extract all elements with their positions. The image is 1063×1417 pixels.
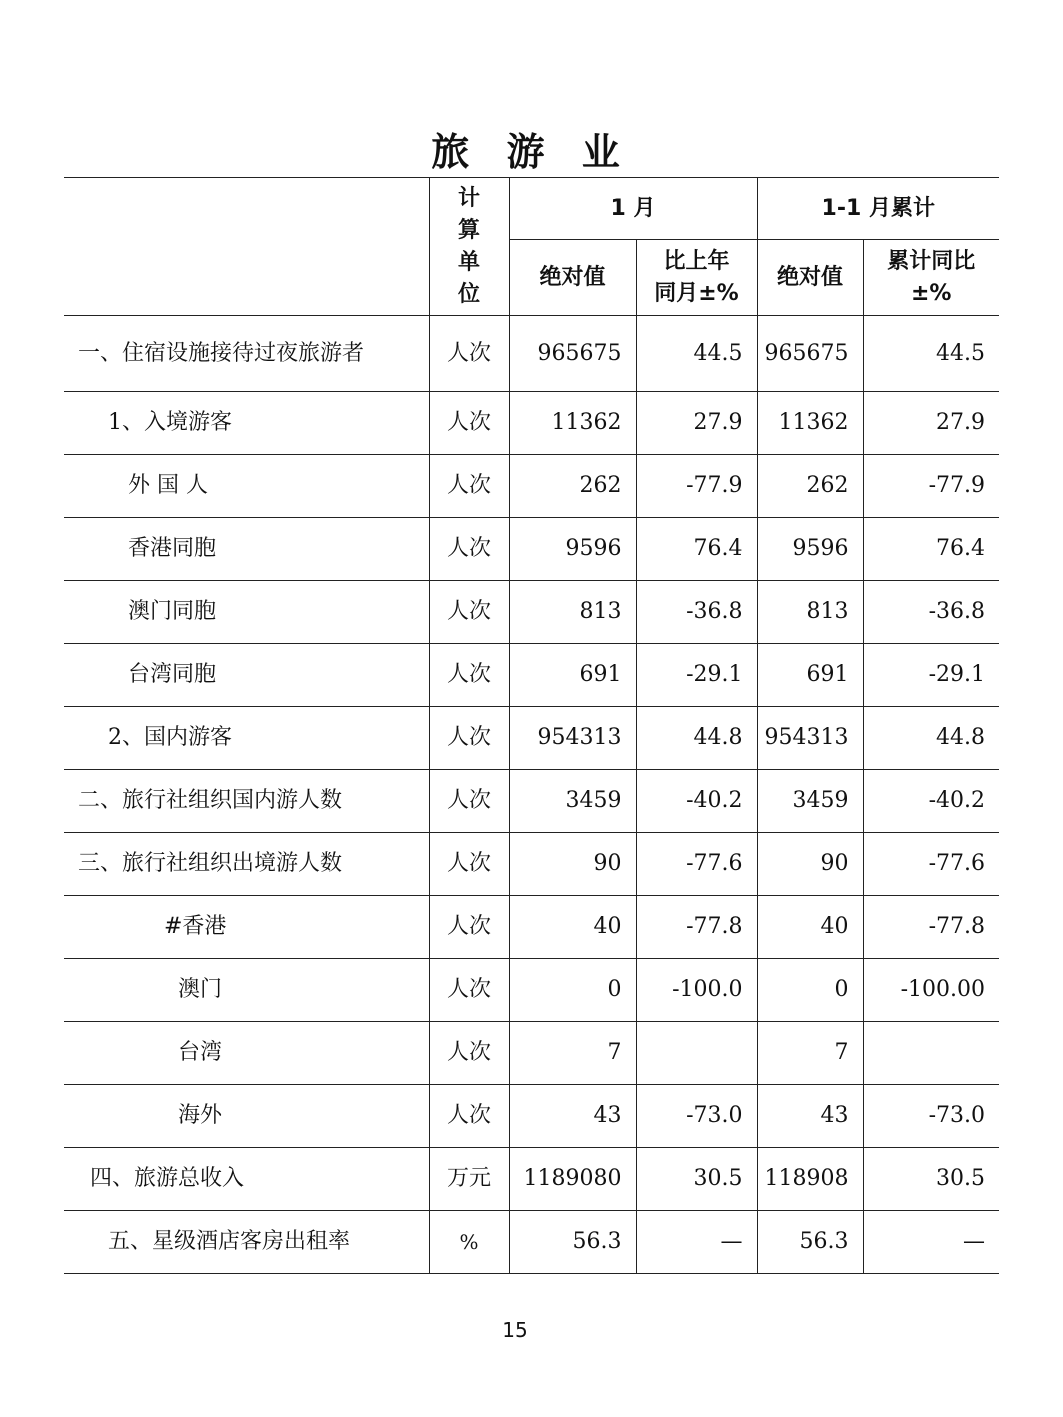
row-unit: 人次 [429, 581, 509, 644]
row-month-pct: -73.0 [636, 1085, 757, 1148]
row-cum-abs: 965675 [757, 316, 863, 392]
page-title: 旅 游 业 [431, 130, 632, 174]
row-label: 一、住宿设施接待过夜旅游者 [64, 316, 429, 392]
row-month-abs: 954313 [509, 707, 636, 770]
row-cum-abs: 3459 [757, 770, 863, 833]
row-month-abs: 813 [509, 581, 636, 644]
table-row [64, 770, 999, 833]
row-label: 四、旅游总收入 [64, 1148, 429, 1211]
row-cum-abs: 7 [757, 1022, 863, 1085]
row-label: 澳门 [64, 959, 429, 1022]
row-cum-pct: — [863, 1211, 999, 1274]
row-month-abs: 1189080 [509, 1148, 636, 1211]
row-month-pct: 76.4 [636, 518, 757, 581]
header-row-1 [64, 178, 999, 240]
row-cum-abs: 691 [757, 644, 863, 707]
row-month-abs: 11362 [509, 392, 636, 455]
row-unit: 人次 [429, 392, 509, 455]
row-unit: 人次 [429, 455, 509, 518]
row-month-pct: -77.8 [636, 896, 757, 959]
row-label: 澳门同胞 [64, 581, 429, 644]
table-row [64, 959, 999, 1022]
header-yoy-month: 比上年 同月±% [636, 240, 757, 316]
row-unit: 人次 [429, 770, 509, 833]
row-cum-pct: -77.8 [863, 896, 999, 959]
row-cum-abs: 262 [757, 455, 863, 518]
row-month-pct: -77.6 [636, 833, 757, 896]
row-month-pct: -100.0 [636, 959, 757, 1022]
row-month-abs: 691 [509, 644, 636, 707]
row-label: 海外 [64, 1085, 429, 1148]
table-row [64, 1085, 999, 1148]
row-label: 2、国内游客 [64, 707, 429, 770]
row-label: 1、入境游客 [64, 392, 429, 455]
row-cum-pct: 30.5 [863, 1148, 999, 1211]
row-month-pct: -36.8 [636, 581, 757, 644]
row-month-abs: 9596 [509, 518, 636, 581]
table-row [64, 1022, 999, 1085]
header-month: 1 月 [509, 178, 757, 240]
table-row [64, 581, 999, 644]
row-cum-pct: 44.5 [863, 316, 999, 392]
row-unit: 人次 [429, 1085, 509, 1148]
row-month-abs: 56.3 [509, 1211, 636, 1274]
header-unit-text: 计 算 单 位 [457, 185, 480, 307]
row-label: 外 国 人 [64, 455, 429, 518]
header-blank-cell [64, 178, 429, 316]
row-cum-pct: -40.2 [863, 770, 999, 833]
row-cum-abs: 11362 [757, 392, 863, 455]
row-month-pct: 44.8 [636, 707, 757, 770]
row-unit: 人次 [429, 896, 509, 959]
row-cum-pct: -77.9 [863, 455, 999, 518]
row-unit: 万元 [429, 1148, 509, 1211]
table-row [64, 455, 999, 518]
row-month-abs: 3459 [509, 770, 636, 833]
row-unit: 人次 [429, 316, 509, 392]
row-cum-abs: 43 [757, 1085, 863, 1148]
row-cum-abs: 118908 [757, 1148, 863, 1211]
table-row [64, 833, 999, 896]
row-unit: 人次 [429, 959, 509, 1022]
header-cumulative: 1-1 月累计 [757, 178, 999, 240]
row-cum-pct: -77.6 [863, 833, 999, 896]
row-unit: 人次 [429, 833, 509, 896]
row-cum-abs: 813 [757, 581, 863, 644]
header-yoy-cum: 累计同比 ±% [863, 240, 999, 316]
row-cum-pct: 44.8 [863, 707, 999, 770]
row-unit: 人次 [429, 707, 509, 770]
row-cum-abs: 9596 [757, 518, 863, 581]
table-row [64, 518, 999, 581]
row-month-pct: 30.5 [636, 1148, 757, 1211]
row-month-abs: 43 [509, 1085, 636, 1148]
row-unit: 人次 [429, 644, 509, 707]
row-month-pct: -29.1 [636, 644, 757, 707]
row-month-pct: 44.5 [636, 316, 757, 392]
row-month-abs: 965675 [509, 316, 636, 392]
row-month-pct: — [636, 1211, 757, 1274]
row-cum-abs: 90 [757, 833, 863, 896]
row-month-abs: 262 [509, 455, 636, 518]
table-row [64, 392, 999, 455]
row-label: 台湾 [64, 1022, 429, 1085]
table-row [64, 896, 999, 959]
row-cum-pct: -36.8 [863, 581, 999, 644]
row-label: 二、旅行社组织国内游人数 [64, 770, 429, 833]
page-number: 15 [502, 1318, 528, 1342]
row-label: 三、旅行社组织出境游人数 [64, 833, 429, 896]
header-abs-value: 绝对值 [509, 240, 636, 316]
row-label: #香港 [64, 896, 429, 959]
row-cum-pct: -73.0 [863, 1085, 999, 1148]
row-month-pct [636, 1022, 757, 1085]
row-cum-pct: 76.4 [863, 518, 999, 581]
row-label: 五、星级酒店客房出租率 [64, 1211, 429, 1274]
row-unit: % [429, 1211, 509, 1274]
row-month-abs: 90 [509, 833, 636, 896]
row-cum-pct: -29.1 [863, 644, 999, 707]
row-cum-pct: 27.9 [863, 392, 999, 455]
table-row [64, 707, 999, 770]
row-month-abs: 0 [509, 959, 636, 1022]
row-cum-pct [863, 1022, 999, 1085]
header-unit [429, 178, 509, 316]
row-label: 香港同胞 [64, 518, 429, 581]
row-month-pct: -40.2 [636, 770, 757, 833]
row-month-abs: 7 [509, 1022, 636, 1085]
row-month-pct: 27.9 [636, 392, 757, 455]
row-cum-pct: -100.00 [863, 959, 999, 1022]
row-unit: 人次 [429, 1022, 509, 1085]
row-unit: 人次 [429, 518, 509, 581]
table-row [64, 1148, 999, 1211]
row-month-pct: -77.9 [636, 455, 757, 518]
table-row [64, 644, 999, 707]
row-cum-abs: 56.3 [757, 1211, 863, 1274]
table-row [64, 1211, 999, 1274]
row-cum-abs: 954313 [757, 707, 863, 770]
header-abs-value-cum: 绝对值 [757, 240, 863, 316]
row-cum-abs: 40 [757, 896, 863, 959]
table-row [64, 316, 999, 392]
row-label: 台湾同胞 [64, 644, 429, 707]
row-cum-abs: 0 [757, 959, 863, 1022]
tourism-table [64, 177, 999, 1274]
row-month-abs: 40 [509, 896, 636, 959]
